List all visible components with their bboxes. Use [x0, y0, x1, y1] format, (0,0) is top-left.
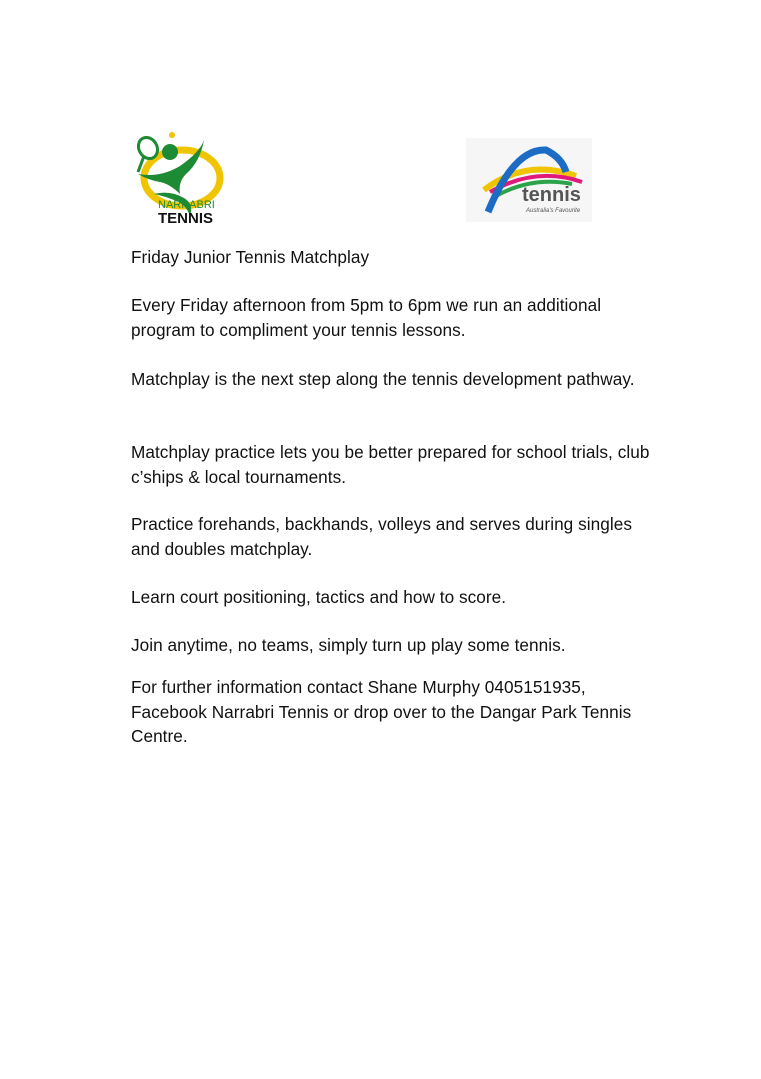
narrabri-text: NARRABRI — [158, 199, 215, 211]
narrabri-logo-graphic — [130, 128, 230, 226]
narrabri-tennis-logo — [130, 128, 230, 226]
paragraph-learn: Learn court positioning, tactics and how to score. — [131, 587, 507, 607]
tennis-text: TENNIS — [158, 210, 214, 226]
paragraph-practice: Practice forehands, backhands, volleys and serves during singles and doubles matchplay. — [131, 514, 632, 559]
paragraph-pathway: Matchplay is the next step along the tennis development pathway. — [131, 369, 635, 389]
paragraph-join: Join anytime, no teams, simply turn up play some tennis. — [131, 635, 566, 655]
tennis-wordmark: tennis — [522, 184, 581, 206]
paragraph-contact: For further information contact Shane Murphy 0405151935, Facebook Narrabri Tennis or drop over to the Dangar Park Tennis Centre. — [131, 677, 632, 747]
paragraph-schedule: Every Friday afternoon from 5pm to 6pm we run an additional program to compliment your tennis lessons. — [131, 295, 602, 340]
tennis-tagline: Australia's Favourite — [526, 208, 581, 214]
tennis-australia-logo — [466, 138, 592, 222]
tennis-australia-logo-graphic — [466, 138, 592, 222]
document-title: Friday Junior Tennis Matchplay — [131, 247, 370, 267]
paragraph-preparation: Matchplay practice lets you be better prepared for school trials, club c’ships & local tournaments. — [131, 442, 650, 487]
